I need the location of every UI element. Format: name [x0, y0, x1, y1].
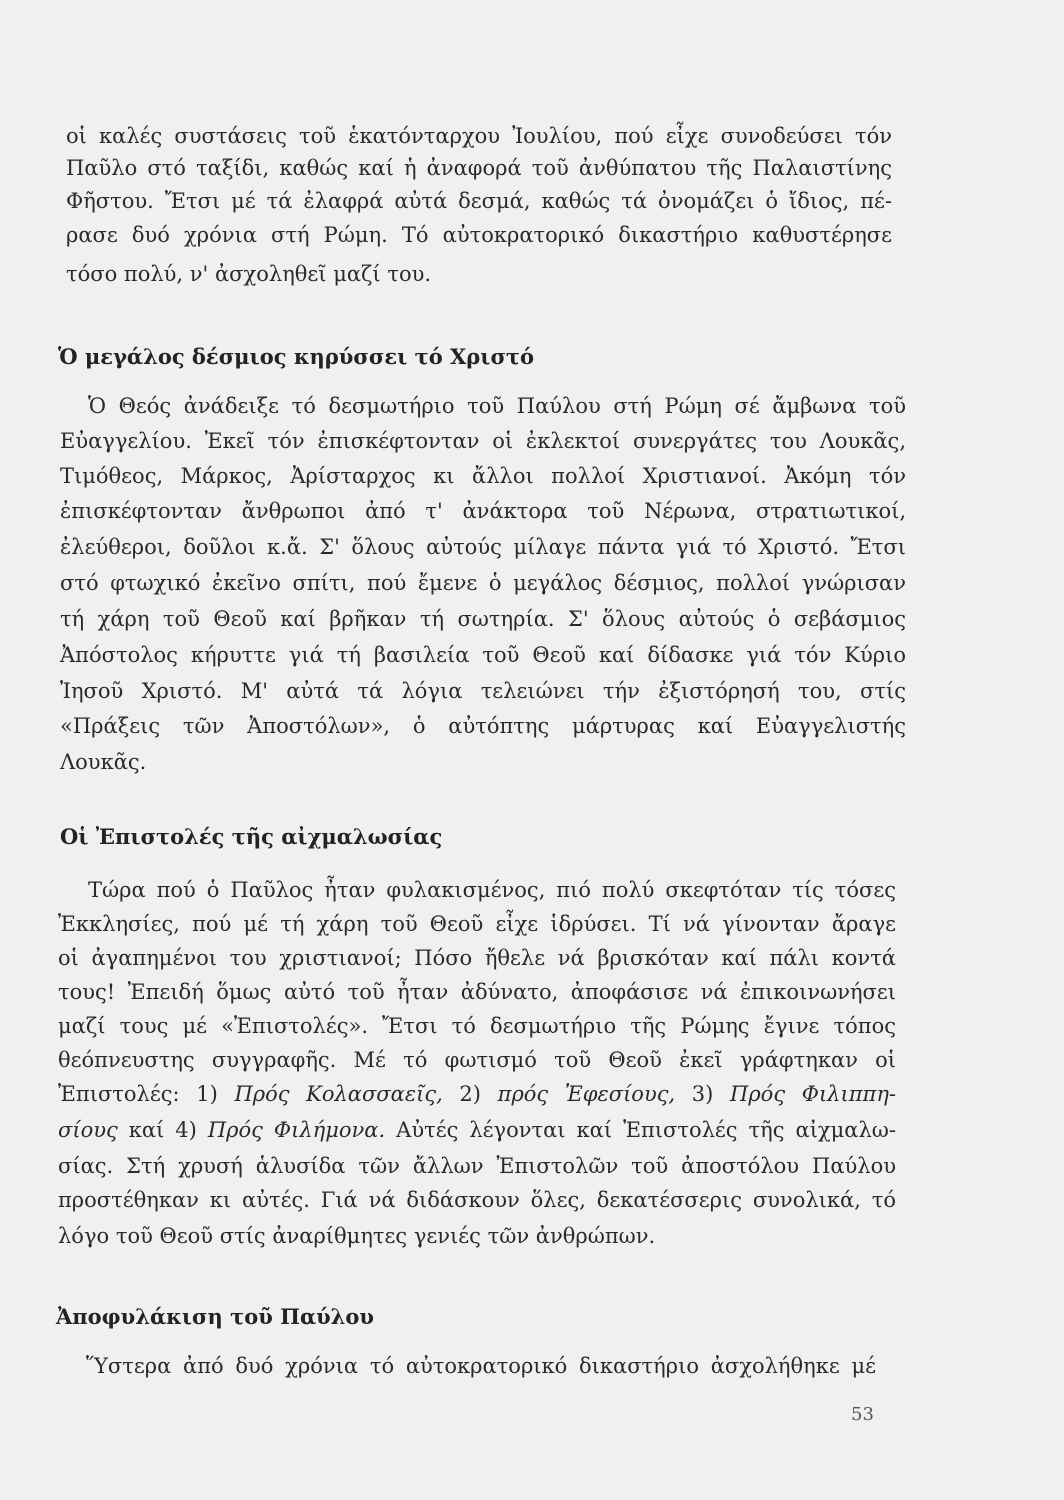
text-line: ἐπισκέφτονταν ἄνθρωποι ἀπό τ' ἀνάκτορα τοῦ Νέρωνα, στρατιωτικοί,	[60, 499, 906, 523]
letter-title: σίους	[58, 1118, 118, 1142]
section-heading: Οἱ Ἐπιστολές τῆς αἰχμαλωσίας	[60, 824, 443, 849]
letter-title: πρός Ἐφεσίους,	[497, 1082, 676, 1106]
text-line: σίας. Στή χρυσή ἁλυσίδα τῶν ἄλλων Ἐπιστολῶν τοῦ ἀποστόλου Παύλου	[58, 1154, 896, 1178]
text-line: Ἰησοῦ Χριστό. Μ' αὐτά τά λόγια τελειώνει τήν ἐξιστόρησή του, στίς	[60, 679, 906, 703]
text-line: Παῦλο στό ταξίδι, καθώς καί ἡ ἀναφορά τοῦ ἀνθύπατου τῆς Παλαιστίνης	[66, 156, 892, 180]
text-line: Ἐκκλησίες, πού μέ τή χάρη τοῦ Θεοῦ εἶχε ἱδρύσει. Τί νά γίνονταν ἄραγε	[58, 912, 896, 936]
text-line: Ὁ Θεός ἀνάδειξε τό δεσμωτήριο τοῦ Παύλου στή Ρώμη σέ ἄμβωνα τοῦ	[88, 394, 906, 418]
text-line: οἱ καλές συστάσεις τοῦ ἑκατόνταρχου Ἰουλίου, πού εἶχε συνοδεύσει τόν	[66, 124, 892, 148]
text-line: Εὐαγγελίου. Ἐκεῖ τόν ἐπισκέφτονταν οἱ ἐκλεκτοί συνεργάτες του Λουκᾶς,	[60, 429, 906, 453]
text-line: λόγο τοῦ Θεοῦ στίς ἀναρίθμητες γενιές τῶν ἀνθρώπων.	[58, 1224, 656, 1248]
page-number: 53	[851, 1404, 874, 1425]
text-line: προστέθηκαν κι αὐτές. Γιά νά διδάσκουν ὅλες, δεκατέσσερις συνολικά, τό	[58, 1188, 896, 1212]
text-run: 3)	[675, 1082, 731, 1106]
text-line: τή χάρη τοῦ Θεοῦ καί βρῆκαν τή σωτηρία. Σ' ὅλους αὐτούς ὁ σεβάσμιος	[60, 607, 906, 631]
text-line: Ἀπόστολος κήρυττε γιά τή βασιλεία τοῦ Θεοῦ καί δίδασκε γιά τόν Κύριο	[60, 643, 906, 667]
letter-title: Πρός Φιλιππη-	[730, 1082, 897, 1106]
text-line: Τιμόθεος, Μάρκος, Ἀρίσταρχος κι ἄλλοι πολλοί Χριστιανοί. Ἀκόμη τόν	[60, 464, 906, 488]
text-line	[58, 1120, 896, 1141]
text-run: καί 4)	[117, 1118, 208, 1142]
text-line: θεόπνευστης συγγραφῆς. Μέ τό φωτισμό τοῦ Θεοῦ ἐκεῖ γράφτηκαν οἱ	[58, 1048, 896, 1072]
text-line: ρασε δυό χρόνια στή Ρώμη. Τό αὐτοκρατορικό δικαστήριο καθυστέρησε	[66, 223, 892, 247]
section-heading: Ἀποφυλάκιση τοῦ Παύλου	[56, 1304, 374, 1329]
letter-title: Πρός Κολασσαεῖς,	[234, 1082, 443, 1106]
text-line: Φῆστου. Ἔτσι μέ τά ἐλαφρά αὐτά δεσμά, καθώς τά ὀνομάζει ὁ ἴδιος, πέ-	[66, 189, 892, 213]
text-line: μαζί τους μέ «Ἐπιστολές». Ἔτσι τό δεσμωτήριο τῆς Ρώμης ἔγινε τόπος	[58, 1014, 896, 1038]
section-heading: Ὁ μεγάλος δέσμιος κηρύσσει τό Χριστό	[58, 344, 535, 369]
text-line: τόσο πολύ, ν' ἀσχοληθεῖ μαζί του.	[66, 262, 432, 286]
text-line: Τώρα πού ὁ Παῦλος ἦταν φυλακισμένος, πιό πολύ σκεφτόταν τίς τόσες	[88, 878, 896, 902]
text-run: 2)	[442, 1082, 498, 1106]
text-line: στό φτωχικό ἐκεῖνο σπίτι, πού ἔμενε ὁ μεγάλος δέσμιος, πολλοί γνώρισαν	[60, 571, 906, 595]
letter-title: Πρός Φιλήμονα.	[207, 1118, 386, 1142]
text-line	[58, 1084, 896, 1105]
text-run: Αὐτές λέγονται καί Ἐπιστολές τῆς αἰχμαλω-	[385, 1118, 897, 1142]
text-line: τους! Ἐπειδή ὅμως αὐτό τοῦ ἦταν ἀδύνατο, ἀποφάσισε νά ἐπικοινωνήσει	[58, 980, 896, 1004]
text-line: οἱ ἀγαπημένοι του χριστιανοί; Πόσο ἤθελε νά βρισκόταν καί πάλι κοντά	[58, 946, 896, 970]
text-line: Λουκᾶς.	[60, 750, 147, 774]
text-line: «Πράξεις τῶν Ἀποστόλων», ὁ αὐτόπτης μάρτυρας καί Εὐαγγελιστής	[60, 714, 906, 738]
text-line: ἐλεύθεροι, δοῦλοι κ.ἄ. Σ' ὅλους αὐτούς μίλαγε πάντα γιά τό Χριστό. Ἔτσι	[60, 535, 906, 559]
text-run: Ἐπιστολές: 1)	[58, 1082, 235, 1106]
text-line: Ὕστερα ἀπό δυό χρόνια τό αὐτοκρατορικό δικαστήριο ἀσχολήθηκε μέ	[86, 1354, 876, 1378]
